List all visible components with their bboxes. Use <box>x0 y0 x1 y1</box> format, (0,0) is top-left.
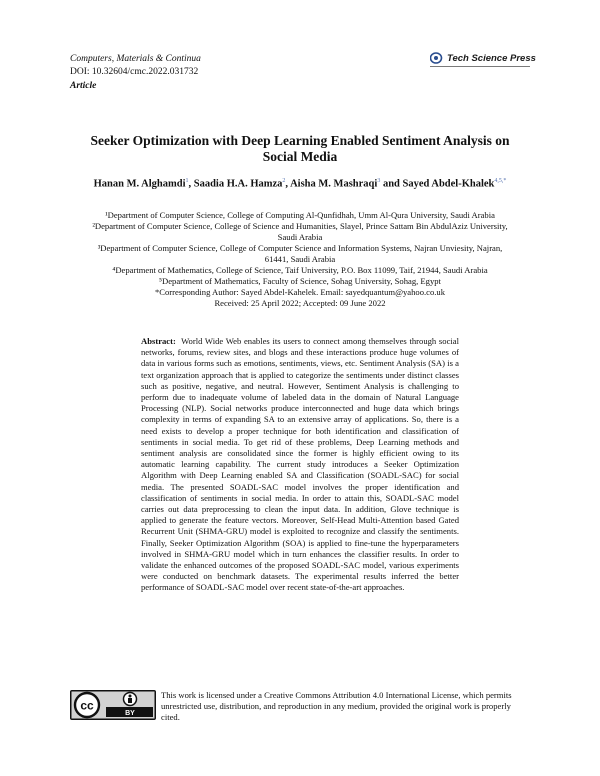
journal-name: Computers, Materials & Continua <box>70 54 201 64</box>
publisher-logo <box>430 52 536 64</box>
received-accepted-dates: Received: 25 April 2022; Accepted: 09 June 2022 <box>214 298 386 308</box>
paper-title <box>60 133 540 165</box>
author-separator: , <box>188 178 194 190</box>
publisher-logo-icon <box>430 52 444 64</box>
license-statement: This work is licensed under a Creative Commons Attribution 4.0 International License, which permits unrestricted use, distribution, and reproduction in any medium, provided the original work is properly cited. <box>161 690 512 723</box>
affiliation-line: 61441, Saudi Arabia <box>264 254 336 264</box>
author-affiliation-mark[interactable]: 3 <box>377 178 381 184</box>
publisher-underline <box>430 66 530 67</box>
title-line: Social Media <box>262 149 338 164</box>
author-affiliation-mark[interactable]: 4,5,* <box>494 178 507 184</box>
author-name: Sayed Abdel-Khalek <box>402 178 495 190</box>
article-type: Article <box>70 81 97 91</box>
attribution-icon-body <box>128 698 132 703</box>
publisher-name: Tech Science Press <box>447 52 536 64</box>
cc-by-license-badge[interactable] <box>70 690 156 720</box>
affiliation-line: ³Department of Computer Science, College of Computer Science and Information Systems, Najran Unviesity, Najran, <box>97 243 503 253</box>
affiliation-line: ²Department of Computer Science, College of Science and Humanities, Slayel, Prince Sattam Bin AbdulAziz University, <box>92 221 508 231</box>
corresponding-author: *Corresponding Author: Sayed Abdel-Kahelek. Email: sayedquantum@yahoo.co.uk <box>154 287 446 297</box>
author-name: Aisha M. Mashraqi <box>290 178 378 190</box>
author-name: Saadia H.A. Hamza <box>193 178 283 190</box>
doi-text[interactable]: DOI: 10.32604/cmc.2022.031732 <box>70 67 199 77</box>
author-separator: , <box>285 178 291 190</box>
author-affiliation-mark[interactable]: 1 <box>185 178 189 184</box>
author-affiliation-mark[interactable]: 2 <box>282 178 286 184</box>
badge-by-label: BY <box>125 710 135 717</box>
cc-icon-letters: cc <box>80 698 94 713</box>
author-list <box>40 178 560 190</box>
abstract-text: World Wide Web enables its users to connect among themselves through social networks, forums, review sites, and blogs and these interactions produce huge volumes of data in various forms such as emotions, sentiments, views, etc. Sentiment Analysis (SA) is a text organization approach that is applied to categorize the sentiments under distinct classes such as positive, negative, and neutral. However, Sentiment Analysis is challenging to perform due to inadequate volume of labeled data in the domain of Natural Language Processing (NLP). Social networks produce interconnected and huge data which brings complexity in terms of expanding SA to an extensive array of applications. So, there is a need exists to develop a proper technique for both identification and classification of sentiments in social media. To get rid of these problems, Deep Learning methods and sentiment analysis are consolidated since the former is highly efficient owing to its automatic learning capability. The current study introduces a Seeker Optimization Algorithm with Deep Learning enabled SA and Classification (SOADL-SAC) for social media. The presented SOADL-SAC model involves the proper identification and classification of sentiments in social media. In order to attain this, SOADL-SAC model carries out data preprocessing to clean the input data. In addition, Glove technique is applied to generate the feature vectors. Moreover, Self-Head Multi-Attention based Gated Recurrent Unit (SHMA-GRU) model is exploited to recognize and classify the sentiments. Finally, Seeker Optimization Algorithm (SOA) is applied to fine-tune the hyperparameters involved in SHMA-GRU model which in turn enhances the classifier results. In order to validate the enhanced outcomes of the proposed SOADL-SAC model, various experiments were conducted on benchmark datasets. The experimental results inferred the better performance of SOADL-SAC model over recent state-of-the-art approaches. <box>141 336 459 593</box>
affiliation-line: ⁴Department of Mathematics, College of Science, Taif University, P.O. Box 11099, Taif, 21944, Saudi Arabia <box>112 265 488 275</box>
title-line: Seeker Optimization with Deep Learning Enabled Sentiment Analysis on <box>90 133 510 148</box>
affiliation-line: ¹Department of Computer Science, College of Computing Al-Qunfidhah, Umm Al-Qura University, Saudi Arabia <box>105 210 495 220</box>
abstract-label: Abstract: <box>141 336 176 346</box>
abstract <box>141 336 459 594</box>
author-separator: and <box>380 178 403 190</box>
affiliation-line: Saudi Arabia <box>277 232 323 242</box>
attribution-icon-head <box>129 695 132 698</box>
affiliations-block <box>60 210 540 309</box>
affiliation-line: ⁵Department of Mathematics, Faculty of Science, Sohag University, Sohag, Egypt <box>159 276 441 286</box>
author-name: Hanan M. Alghamdi <box>93 178 186 190</box>
